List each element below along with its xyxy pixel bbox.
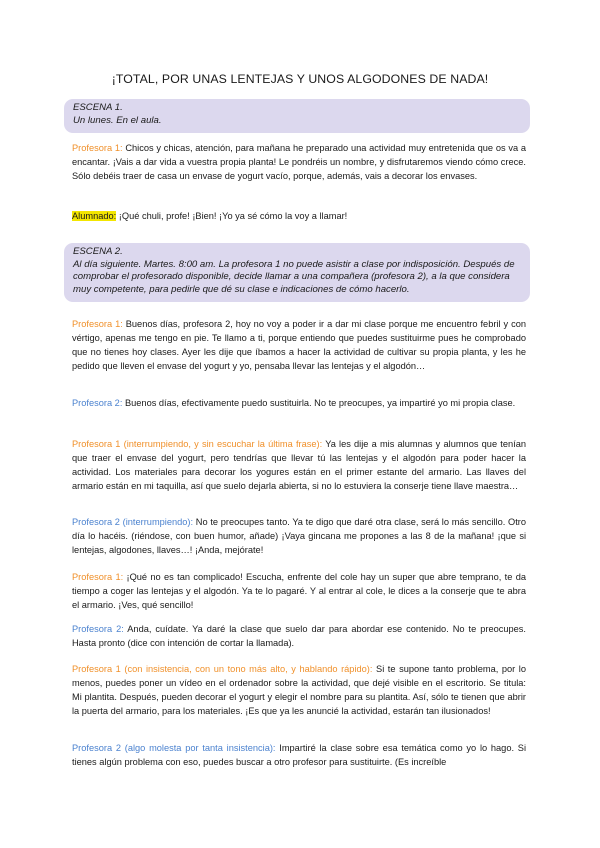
dialogue-text: Ya les dije a mis alumnas y alumnos que tenían que traer el envase del yogurt, pero tendrías que llevar tú las lentejas y el algodón para poder hacer la actividad. Los materiales para decorar los yogures están en el primer estante del armario. Las llaves del armario están en mi taquilla, así que suelo dejarla abierta, si no lo estuviera la conserje tiene llave maestra… <box>72 439 526 492</box>
dialogue-text: Impartiré la clase sobre esa temática como yo lo hago. Si tienes algún problema con eso, puedes buscar a otro profesor para sustituirte. (Es increíble <box>72 743 527 768</box>
speaker-label: Alumnado: <box>72 211 117 221</box>
scene-heading: ESCENA 2. <box>73 246 123 257</box>
dialogue-text: ¡Qué chuli, profe! ¡Bien! ¡Yo ya sé cómo la voy a llamar! <box>116 211 348 221</box>
dialogue-text: Buenos días, profesora 2, hoy no voy a poder ir a dar mi clase porque me encuentro febril y con vértigo, apenas me tengo en pie. Te llamo a ti, porque entiendo que puedes sustituirme pues he comprobado que no tienes hoy clases. Ayer les dije que íbamos a hacer la actividad de cultivar su propia planta, y les he pedido que lleven el envase del yogurt y yo, pensaba llevar las lentejas y el algodón… <box>72 319 526 372</box>
speaker-label: Profesora 2 (algo molesta por tanta insistencia): <box>72 743 276 753</box>
dialogue-text: Buenos días, efectivamente puedo sustituirla. No te preocupes, ya impartiré yo mi propia clase. <box>122 398 516 408</box>
scene-description: Al día siguiente. Martes. 8:00 am. La profesora 1 no puede asistir a clase por indisposición. Después de comprobar el profesorado disponible, decide llamar a una compañera (profesora 2), a la que considera muy competente, para pedirle que dé su clase e indicaciones de cómo hacerlo. <box>73 258 515 295</box>
speaker-label: Profesora 1: <box>72 572 124 582</box>
scene-heading: ESCENA 1. <box>73 102 123 113</box>
dialogue-paragraph <box>72 396 526 410</box>
dialogue-text: Anda, cuídate. Ya daré la clase que suelo dar para abordar ese contenido. No te preocupes. Hasta pronto (dice con intención de cortar la llamada). <box>72 624 526 649</box>
page-title: ¡TOTAL, POR UNAS LENTEJAS Y UNOS ALGODONES DE NADA! <box>111 72 489 86</box>
dialogue-paragraph <box>72 437 526 494</box>
speaker-label: Profesora 1 (interrumpiendo, y sin escuchar la última frase): <box>72 439 323 449</box>
dialogue-paragraph <box>72 570 526 612</box>
dialogue-paragraph <box>72 209 526 223</box>
dialogue-text: Si te supone tanto problema, por lo menos, puedes poner un vídeo en el ordenador sobre la actividad, que dejé visible en el escritorio. Se titula: Mi plantita. Después, pueden decorar el yogurt y elegir el nombre para su plantita. Así, sólo te tienen que abrir la puerta del armario, para los materiales. ¡Es que ya les anuncié la actividad, estarán tan ilusionados! <box>72 664 526 717</box>
scene-description: Un lunes. En el aula. <box>73 114 162 126</box>
dialogue-text: No te preocupes tanto. Ya te digo que daré otra clase, será lo más sencillo. Otro día lo hacéis. (riéndose, con buen humor, añade) ¡Vaya gincana me propones a las 8 de la mañana! ¡que si lentejas, algodones, llaves…! ¡Anda, mejórate! <box>72 517 526 556</box>
dialogue-paragraph <box>72 622 526 650</box>
dialogue-paragraph <box>72 141 526 183</box>
dialogue-paragraph <box>72 317 526 374</box>
speaker-label: Profesora 2: <box>72 624 124 634</box>
scene-2-box <box>64 243 530 302</box>
speaker-label: Profesora 2: <box>72 398 123 408</box>
scene-1-box <box>64 99 530 133</box>
dialogue-paragraph <box>72 662 526 719</box>
dialogue-text: Chicos y chicas, atención, para mañana he preparado una actividad muy entretenida que os va a encantar. ¡Vais a dar vida a vuestra propia planta! Le pondréis un nombre, y disfrutaremos viendo cómo crece. Sólo debéis traer de casa un envase de yogurt vacío, porque, además, vais a decorar los envases. <box>72 143 526 182</box>
speaker-label: Profesora 1 (con insistencia, con un tono más alto, y hablando rápido): <box>72 664 373 674</box>
dialogue-paragraph <box>72 515 526 557</box>
dialogue-paragraph <box>72 741 526 769</box>
speaker-label: Profesora 1: <box>72 319 123 329</box>
speaker-label: Profesora 2 (interrumpiendo): <box>72 517 194 527</box>
speaker-label: Profesora 1: <box>72 143 123 153</box>
dialogue-text: ¡Qué no es tan complicado! Escucha, enfrente del cole hay un super que abre temprano, te da tiempo a coger las lentejas y el algodón. Ya te lo pagaré. Y al entrar al cole, le dices a la conserje que te abra el armario. ¡Ves, qué sencillo! <box>72 572 526 611</box>
